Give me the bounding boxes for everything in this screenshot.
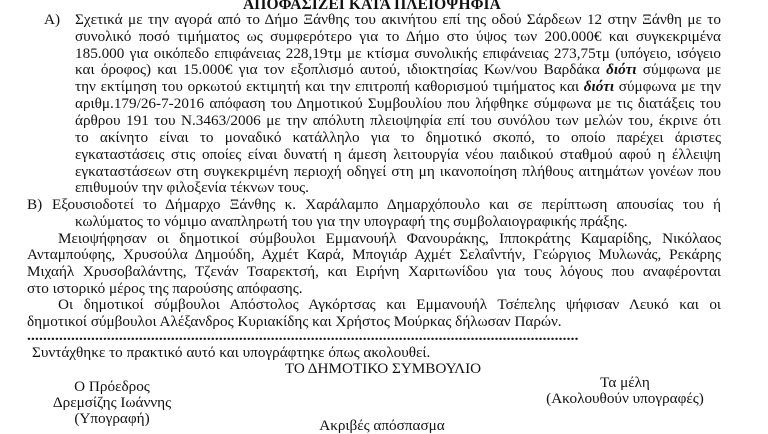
section-a-line-6: αριθμ.179/26-7-2016 απόφαση του Δημοτικού Συμβουλίου που λήφθηκε σύμφωνα με τις διατάξεις του (75, 95, 721, 112)
dissent-line-1: Μειοψήφησαν οι δημοτικοί σύμβουλοι Εμμανουήλ Φανουράκης, Ιπποκράτης Καμαρίδης, Νικόλαος (58, 230, 721, 247)
section-a-line-7: άρθρου 191 του Ν.3463/2006 με την απόλυτη πλειοψηφία επί του συνόλου των μελών του, έκρινε ότι (75, 112, 721, 129)
exact-extract-label: Ακριβές απόσπασμα (319, 417, 445, 434)
line-5-text-b: σύμφωνα με την (614, 78, 721, 95)
president-name: Δρεμσίζης Ιωάννης (52, 394, 172, 411)
president-signature-note: (Υπογραφή) (74, 410, 150, 427)
emphasis-dioti: διότι (606, 61, 637, 78)
line-5-text-a: την εκτίμηση του ορκωτού εκτιμητή και την επιτροπή καθορισμού τιμήματος και (75, 78, 584, 95)
section-a-line-8: το ακίνητο είναι το μοναδικό κατάλληλο για το δημοτικό σκοπό, το οποίο παρέχει άριστες (75, 129, 721, 146)
council-heading: ΤΟ ΔΗΜΟΤΙΚΟ ΣΥΜΒΟΥΛΙΟ (284, 360, 482, 377)
section-a-line-1: Σχετικά με την αγορά από το Δήμο Ξάνθης του ακινήτου επί της οδού Σάρδεων 12 στην Ξάνθη με το (75, 11, 721, 28)
section-a-line-2: συνολικό ποσό τιμήματος ως συμφερότερο για το Δήμο στο ύψος των 200.000€ και συγκεκριμένα (75, 28, 721, 45)
vote-line-1: Οι δημοτικοί σύμβουλοι Απόστολος Αγκόρτσας και Εμμανουήλ Τσέπελης ψήφισαν Λευκό και οι (58, 296, 721, 313)
section-a-line-9: εγκαταστάσεις στις οποίες είναι δυνατή η άμεση λειτουργία νέου παιδικού σταθμού αφού η έλλειψη (75, 146, 721, 163)
dissent-line-3: Μιχαήλ Χρυσοβαλάντης, Τζενάν Τσαρεκτσή, και Ειρήνη Χαριτωνίδου για τους λόγους που αναφέρονται (27, 263, 721, 280)
closing-statement: Συντάχθηκε το πρακτικό αυτό και υπογράφτηκε όπως ακολουθεί. (32, 344, 431, 361)
members-role: Τα μέλη (600, 374, 650, 391)
section-a-line-3: 185.000 για οικόπεδο επιφάνειας 228,19τμ με κτίσμα συνολικής επιφάνειας 273,75τμ (υπόγειο, ισόγειο (75, 45, 721, 62)
section-b-label: Β) (27, 196, 43, 213)
vote-line-2: δημοτικοί σύμβουλοι Αλέξανδρος Κυριακίδης και Χρήστος Μούρκας δήλωσαν Παρών. (27, 313, 562, 330)
line-4-text-b: σύμφωνα με (636, 61, 721, 78)
dissent-line-2: Ανταμπούφης, Χρυσούλα Δημούδη, Αχμέτ Καρά, Μπογιάρ Αχμέτ Σελαΐντήν, Γεώργιος Μυλωνάς, Ρεκάρης (27, 246, 721, 263)
section-a-line-11: επιθυμούν την φιλοξενία τέκνων τους. (75, 179, 309, 196)
decision-heading: ΑΠΟΦΑΣΙΖΕΙ ΚΑΤΑ ΠΛΕΙΟΨΗΦΙΑ (243, 0, 501, 13)
section-b-line-1: Εξουσιοδοτεί το Δήμαρχο Ξάνθης κ. Χαράλαμπο Δημαρχόπουλο και σε περίπτωση απουσίας του ή (52, 196, 721, 213)
president-role: Ο Πρόεδρος (74, 378, 150, 395)
section-a-line-5 (75, 78, 721, 95)
emphasis-dioti: διότι (583, 78, 615, 95)
dotted-separator: .......................................................................................................................................... (27, 327, 579, 344)
line-4-text-a: και όροφος) και 15.000€ για τον εξοπλισμό αυτού, ιδιοκτησίας Κων/νου Βαρδάκα (75, 61, 607, 78)
members-signature-note: (Ακολουθούν υπογραφές) (546, 390, 704, 407)
section-a-line-4 (75, 61, 721, 78)
section-b-line-2: κωλύματος το νόμιμο αναπληρωτή του για την υπογραφή της συμβολαιογραφικής πράξης. (75, 213, 628, 230)
section-a-label: Α) (44, 11, 61, 28)
section-a-line-10: εγκαταστάσεων στη συγκεκριμένη περιοχή οδηγεί στη μη ικανοποίηση πλήθους αιτημάτων γονέων που (75, 163, 721, 180)
dissent-line-4: στο ιστορικό μέρος της παρούσης απόφασης. (27, 280, 303, 297)
